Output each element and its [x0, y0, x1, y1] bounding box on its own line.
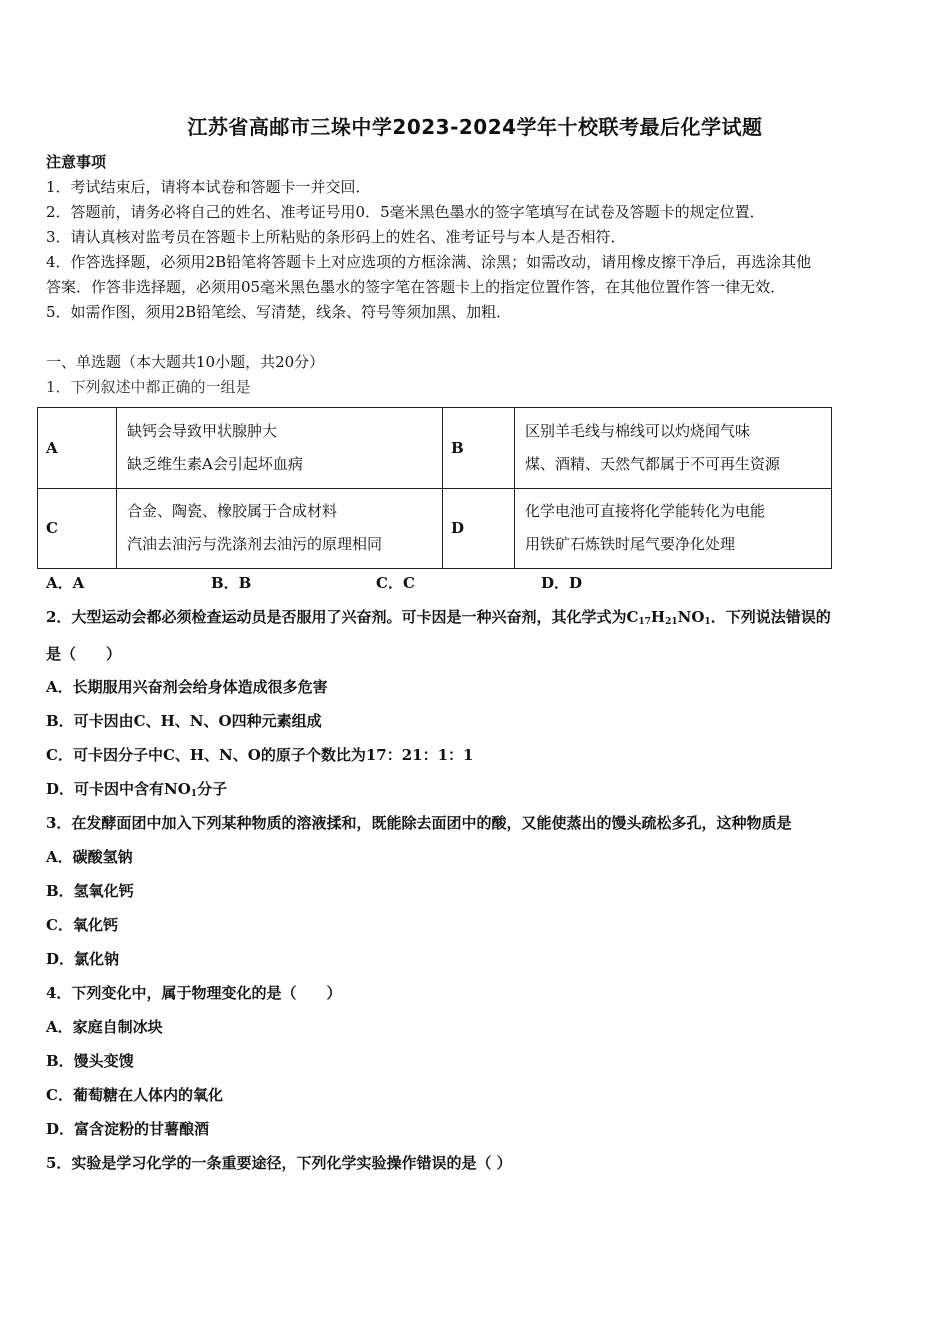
q2-option-a[interactable]: A．长期服用兴奋剂会给身体造成很多危害 [46, 678, 328, 696]
q2-sub: 17 [638, 617, 651, 627]
q4-option-c[interactable]: C．葡萄糖在人体内的氧化 [46, 1086, 223, 1104]
q1-option-d[interactable]: D．D [541, 574, 583, 592]
cell-line: 缺钙会导致甲状腺肿大 [127, 421, 278, 440]
q2-option-c[interactable]: C．可卡因分子中C、H、N、O的原子个数比为17：21：1：1 [46, 746, 474, 764]
q1-option-c[interactable]: C．C [376, 574, 415, 592]
table-label-c: C [38, 488, 117, 569]
q3-option-d[interactable]: D．氯化钠 [46, 950, 120, 968]
cell-line: 合金、陶瓷、橡胶属于合成材料 [127, 502, 338, 521]
table-label-d: D [443, 488, 515, 569]
cell-line: 汽油去油污与洗涤剂去油污的原理相同 [127, 535, 383, 554]
q2-option-d-text: D．可卡因中含有NO [46, 780, 191, 798]
q3-option-b[interactable]: B．氢氧化钙 [46, 882, 134, 900]
q2-stem [46, 607, 831, 632]
q3-option-c[interactable]: C．氧化钙 [46, 916, 118, 934]
q4-stem: 4．下列变化中，属于物理变化的是（ ） [46, 984, 342, 1002]
q1-table [37, 407, 832, 569]
q4-option-b[interactable]: B．馒头变馊 [46, 1052, 134, 1070]
q1-stem: 1．下列叙述中都正确的一组是 [46, 378, 251, 396]
q3-stem: 3．在发酵面团中加入下列某种物质的溶液揉和，既能除去面团中的酸，又能使蒸出的馒头疏松多孔，这种物质是 [46, 814, 792, 832]
table-cell-b [515, 408, 832, 489]
table-cell-d [515, 488, 832, 569]
q3-option-a[interactable]: A．碳酸氢钠 [46, 848, 133, 866]
table-label-b: B [443, 408, 515, 489]
table-row [38, 408, 832, 489]
q2-stem-cont: 是（ ） [46, 645, 122, 663]
note-item: 2．答题前，请务必将自己的姓名、准考证号用0．5毫米黑色墨水的签字笔填写在试卷及答题卡的规定位置． [46, 203, 765, 221]
note-item: 5．如需作图，须用2B铅笔绘、写清楚，线条、符号等须加黑、加粗． [46, 303, 512, 321]
q2-option-b[interactable]: B．可卡因由C、H、N、O四种元素组成 [46, 712, 322, 730]
q2-option-d-text: 分子 [197, 780, 228, 798]
table-label-a: A [38, 408, 117, 489]
table-cell-c [117, 488, 443, 569]
note-item: 1．考试结束后，请将本试卷和答题卡一并交回． [46, 178, 371, 196]
q2-sub: 1 [190, 789, 198, 799]
cell-line: 煤、酒精、天然气都属于不可再生资源 [525, 454, 781, 473]
q2-stem-text: ．下列说法错误的 [710, 608, 831, 626]
note-item: 4．作答选择题，必须用2B铅笔将答题卡上对应选项的方框涂满、涂黑；如需改动，请用橡皮擦干净后，再选涂其他 [46, 253, 812, 271]
q5-stem: 5．实验是学习化学的一条重要途径，下列化学实验操作错误的是（ ） [46, 1154, 512, 1172]
q2-stem-text: H [650, 608, 666, 626]
q1-option-a[interactable]: A．A [46, 574, 85, 592]
q2-sub: 21 [665, 617, 678, 627]
cell-line: 用铁矿石炼铁时尾气要净化处理 [525, 535, 736, 554]
table-row [38, 488, 832, 569]
page-title: 江苏省高邮市三垛中学2023-2024学年十校联考最后化学试题 [187, 115, 763, 139]
cell-line: 区别羊毛线与棉线可以灼烧闻气味 [525, 421, 751, 440]
note-item: 3．请认真核对监考员在答题卡上所粘贴的条形码上的姓名、准考证号与本人是否相符． [46, 228, 626, 246]
q2-option-d[interactable] [46, 779, 227, 804]
section-heading: 一、单选题（本大题共10小题，共20分） [46, 353, 325, 371]
q1-option-b[interactable]: B．B [211, 574, 252, 592]
q2-stem-text: NO [677, 608, 705, 626]
cell-line: 化学电池可直接将化学能转化为电能 [525, 502, 766, 521]
q2-sub: 1 [704, 617, 711, 627]
q4-option-d[interactable]: D．富含淀粉的甘薯酿酒 [46, 1120, 210, 1138]
note-item: 答案．作答非选择题，必须用05毫米黑色墨水的签字笔在答题卡上的指定位置作答，在其他位置作答一律无效． [46, 278, 786, 296]
cell-line: 缺乏维生素A会引起坏血病 [127, 454, 303, 473]
table-cell-a [117, 408, 443, 489]
q4-option-a[interactable]: A．家庭自制冰块 [46, 1018, 163, 1036]
q2-stem-text: 2．大型运动会都必须检查运动员是否服用了兴奋剂。可卡因是一种兴奋剂，其化学式为C [46, 608, 639, 626]
notes-heading: 注意事项 [46, 153, 107, 171]
